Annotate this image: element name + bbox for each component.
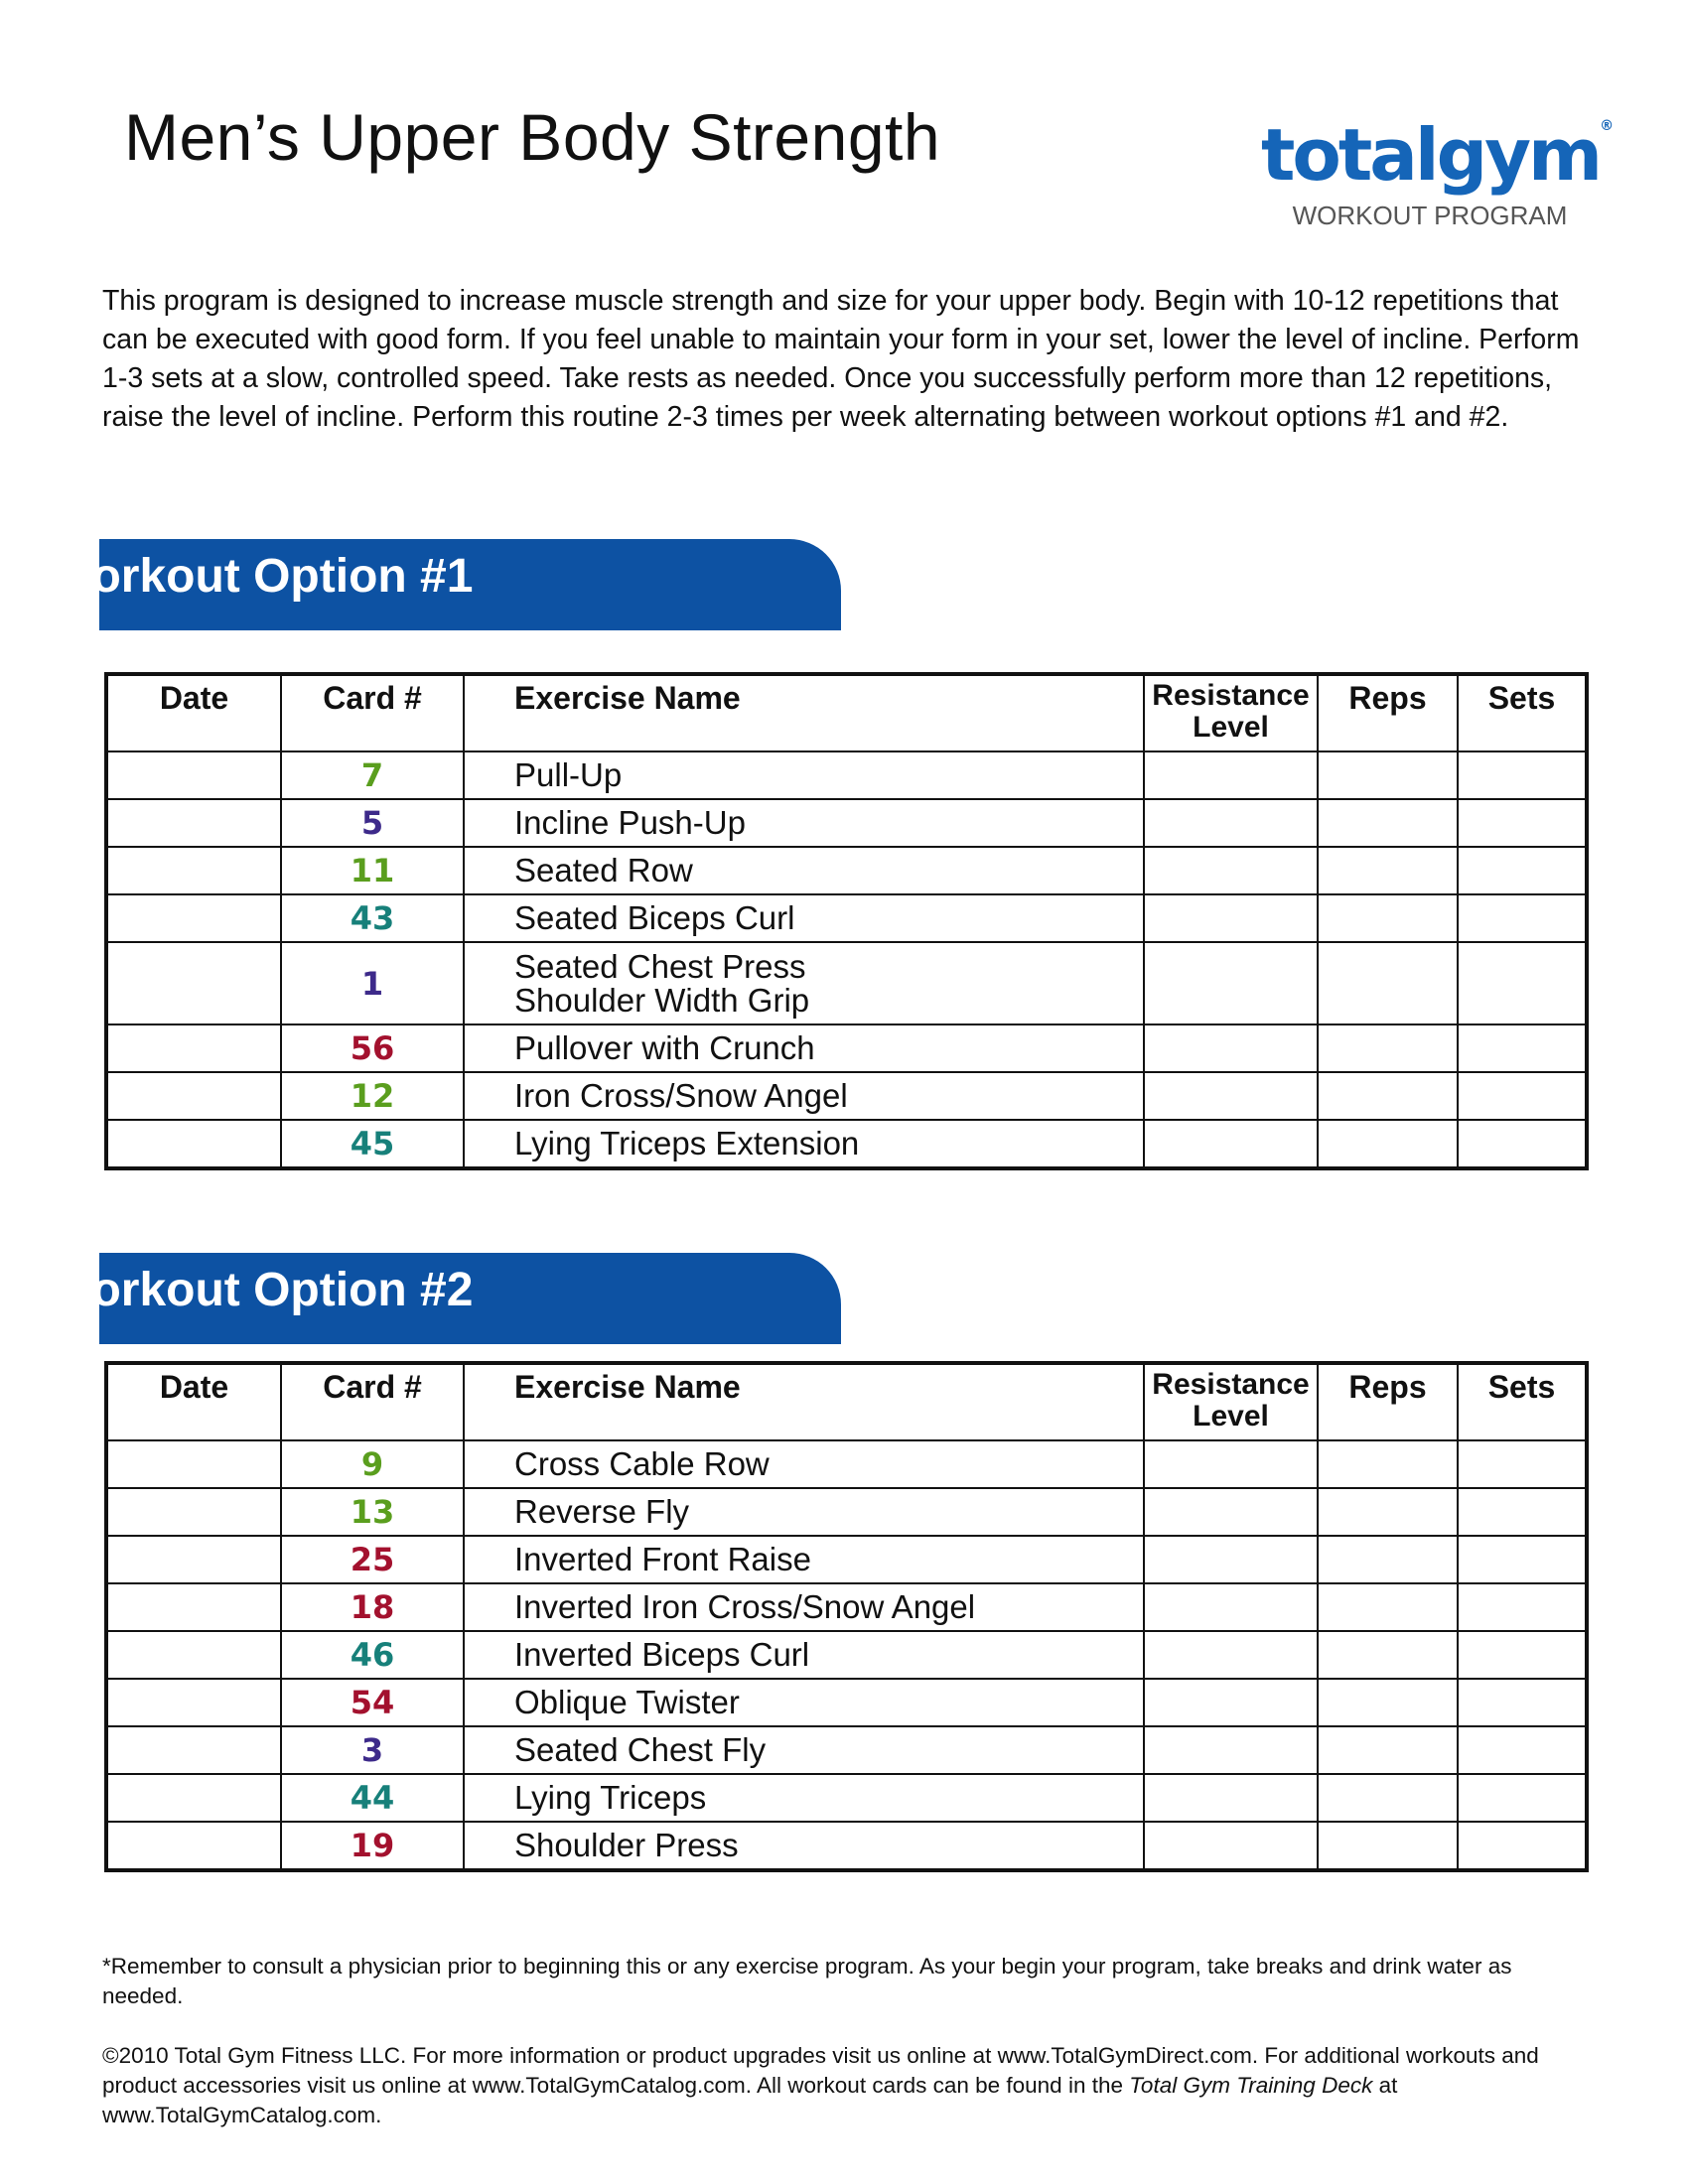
exercise-name bbox=[464, 847, 1144, 894]
table-row bbox=[106, 847, 1587, 894]
exercise-name-line: Lying Triceps bbox=[514, 1779, 707, 1816]
date-cell[interactable] bbox=[106, 799, 281, 847]
card-number: 56 bbox=[281, 1024, 464, 1072]
resistance-cell[interactable] bbox=[1144, 1120, 1318, 1168]
workout-2-title: Workout Option #2 bbox=[48, 1264, 474, 1316]
exercise-name-line: Lying Triceps Extension bbox=[514, 1125, 860, 1161]
sets-cell[interactable] bbox=[1458, 1631, 1587, 1679]
copyright-note: ©2010 Total Gym Fitness LLC. For more information or product upgrades visit us online at www.TotalGymDirect.com. For additional workouts and product accessories visit us online at www.TotalGymCatalog.com. All workout cards can be found in the Total Gym Training Deck at www.TotalGymCatalog.com. bbox=[102, 2043, 1539, 2127]
card-number: 7 bbox=[281, 751, 464, 799]
sets-cell[interactable] bbox=[1458, 1679, 1587, 1726]
sets-cell[interactable] bbox=[1458, 751, 1587, 799]
resistance-cell[interactable] bbox=[1144, 1774, 1318, 1822]
logo-registered-mark: ® bbox=[1600, 118, 1615, 134]
exercise-name bbox=[464, 1072, 1144, 1120]
table-row bbox=[106, 1726, 1587, 1774]
resistance-cell[interactable] bbox=[1144, 1488, 1318, 1536]
exercise-name bbox=[464, 751, 1144, 799]
col-reps: Reps bbox=[1318, 674, 1458, 751]
sets-cell[interactable] bbox=[1458, 894, 1587, 942]
card-number: 1 bbox=[281, 942, 464, 1024]
resistance-cell[interactable] bbox=[1144, 1440, 1318, 1488]
resistance-cell[interactable] bbox=[1144, 751, 1318, 799]
reps-cell[interactable] bbox=[1318, 847, 1458, 894]
date-cell[interactable] bbox=[106, 847, 281, 894]
exercise-name bbox=[464, 894, 1144, 942]
reps-cell[interactable] bbox=[1318, 1774, 1458, 1822]
date-cell[interactable] bbox=[106, 1120, 281, 1168]
card-number: 19 bbox=[281, 1822, 464, 1870]
exercise-name-line: Seated Biceps Curl bbox=[514, 899, 795, 936]
table-row bbox=[106, 1679, 1587, 1726]
table-row bbox=[106, 1774, 1587, 1822]
card-number: 45 bbox=[281, 1120, 464, 1168]
sets-cell[interactable] bbox=[1458, 942, 1587, 1024]
col-exercise: Exercise Name bbox=[464, 674, 1144, 751]
sets-cell[interactable] bbox=[1458, 1072, 1587, 1120]
col-sets: Sets bbox=[1458, 1363, 1587, 1440]
resistance-cell[interactable] bbox=[1144, 799, 1318, 847]
date-cell[interactable] bbox=[106, 1024, 281, 1072]
exercise-name-line: Pullover with Crunch bbox=[514, 1029, 815, 1066]
resistance-cell[interactable] bbox=[1144, 1822, 1318, 1870]
resistance-cell[interactable] bbox=[1144, 1679, 1318, 1726]
card-number: 43 bbox=[281, 894, 464, 942]
exercise-name-line: Iron Cross/Snow Angel bbox=[514, 1077, 848, 1114]
reps-cell[interactable] bbox=[1318, 1488, 1458, 1536]
card-number: 18 bbox=[281, 1583, 464, 1631]
card-number: 9 bbox=[281, 1440, 464, 1488]
table-row bbox=[106, 894, 1587, 942]
sets-cell[interactable] bbox=[1458, 1726, 1587, 1774]
exercise-name bbox=[464, 1774, 1144, 1822]
reps-cell[interactable] bbox=[1318, 1822, 1458, 1870]
sets-cell[interactable] bbox=[1458, 1774, 1587, 1822]
workout-1-banner bbox=[48, 539, 841, 630]
exercise-name-line: Oblique Twister bbox=[514, 1684, 740, 1720]
exercise-name-line: Shoulder Press bbox=[514, 1827, 739, 1863]
reps-cell[interactable] bbox=[1318, 1726, 1458, 1774]
col-card: Card # bbox=[281, 1363, 464, 1440]
col-exercise: Exercise Name bbox=[464, 1363, 1144, 1440]
sets-cell[interactable] bbox=[1458, 1120, 1587, 1168]
date-cell[interactable] bbox=[106, 751, 281, 799]
date-cell[interactable] bbox=[106, 1072, 281, 1120]
table-row bbox=[106, 1488, 1587, 1536]
card-number: 11 bbox=[281, 847, 464, 894]
exercise-name-line: Inverted Iron Cross/Snow Angel bbox=[514, 1588, 976, 1625]
card-number: 3 bbox=[281, 1726, 464, 1774]
resistance-cell[interactable] bbox=[1144, 1072, 1318, 1120]
sets-cell[interactable] bbox=[1458, 1583, 1587, 1631]
logo-wordmark bbox=[1261, 113, 1615, 197]
exercise-name-line: Cross Cable Row bbox=[514, 1445, 770, 1482]
date-cell[interactable] bbox=[106, 1440, 281, 1488]
intro-paragraph: This program is designed to increase muscle strength and size for your upper body. Begin with 10-12 repetitions that can be executed with good form. If you feel unable to maintain your form in your set, lower the level of incline. Perform 1-3 sets at a slow, controlled speed. Take rests as needed. Once you successfully perform more than 12 repetitions, raise the level of incline. Perform this routine 2-3 times per week alternating between workout options #1 and #2. bbox=[102, 285, 1580, 433]
logo-subtitle: WORKOUT PROGRAM bbox=[1292, 201, 1568, 230]
exercise-name-line: Inverted Biceps Curl bbox=[514, 1636, 810, 1673]
training-deck-title: Total Gym Training Deck bbox=[1129, 2073, 1373, 2098]
sets-cell[interactable] bbox=[1458, 1822, 1587, 1870]
col-date: Date bbox=[106, 1363, 281, 1440]
table-row bbox=[106, 1120, 1587, 1168]
physician-note: *Remember to consult a physician prior to beginning this or any exercise program. As your begin your program, take breaks and drink water as needed. bbox=[102, 1954, 1512, 2008]
reps-cell[interactable] bbox=[1318, 1024, 1458, 1072]
resistance-cell[interactable] bbox=[1144, 1726, 1318, 1774]
exercise-name bbox=[464, 1631, 1144, 1679]
table-row bbox=[106, 751, 1587, 799]
sets-cell[interactable] bbox=[1458, 1536, 1587, 1583]
table-row bbox=[106, 1631, 1587, 1679]
col-resistance: Resistance Level bbox=[1144, 1363, 1318, 1440]
exercise-name-line: Seated Chest Fly bbox=[514, 1731, 767, 1768]
page-title: Men’s Upper Body Strength bbox=[124, 100, 941, 174]
date-cell[interactable] bbox=[106, 1583, 281, 1631]
reps-cell[interactable] bbox=[1318, 1679, 1458, 1726]
resistance-cell[interactable] bbox=[1144, 1536, 1318, 1583]
card-number: 44 bbox=[281, 1774, 464, 1822]
date-cell[interactable] bbox=[106, 1726, 281, 1774]
table-header-row bbox=[106, 1363, 1587, 1440]
table-row bbox=[106, 1024, 1587, 1072]
col-resistance: Resistance Level bbox=[1144, 674, 1318, 751]
table-row bbox=[106, 1072, 1587, 1120]
exercise-name bbox=[464, 1440, 1144, 1488]
card-number: 12 bbox=[281, 1072, 464, 1120]
exercise-name-line: Seated Row bbox=[514, 852, 693, 888]
card-number: 5 bbox=[281, 799, 464, 847]
reps-cell[interactable] bbox=[1318, 894, 1458, 942]
resistance-cell[interactable] bbox=[1144, 847, 1318, 894]
resistance-cell[interactable] bbox=[1144, 1583, 1318, 1631]
date-cell[interactable] bbox=[106, 1822, 281, 1870]
reps-cell[interactable] bbox=[1318, 1120, 1458, 1168]
col-card: Card # bbox=[281, 674, 464, 751]
date-cell[interactable] bbox=[106, 1536, 281, 1583]
reps-cell[interactable] bbox=[1318, 751, 1458, 799]
workout-1-title: Workout Option #1 bbox=[48, 550, 474, 603]
exercise-name bbox=[464, 1726, 1144, 1774]
reps-cell[interactable] bbox=[1318, 799, 1458, 847]
exercise-name bbox=[464, 1488, 1144, 1536]
date-cell[interactable] bbox=[106, 942, 281, 1024]
card-number: 54 bbox=[281, 1679, 464, 1726]
table-header-row bbox=[106, 674, 1587, 751]
resistance-cell[interactable] bbox=[1144, 942, 1318, 1024]
exercise-name bbox=[464, 799, 1144, 847]
table-row bbox=[106, 1822, 1587, 1870]
card-number: 46 bbox=[281, 1631, 464, 1679]
exercise-name bbox=[464, 1536, 1144, 1583]
reps-cell[interactable] bbox=[1318, 1072, 1458, 1120]
sets-cell[interactable] bbox=[1458, 1024, 1587, 1072]
sets-cell[interactable] bbox=[1458, 799, 1587, 847]
date-cell[interactable] bbox=[106, 1774, 281, 1822]
exercise-name bbox=[464, 1120, 1144, 1168]
table-row bbox=[106, 942, 1587, 1024]
date-cell[interactable] bbox=[106, 894, 281, 942]
exercise-name bbox=[464, 942, 1144, 1024]
workout-2-table bbox=[104, 1361, 1589, 1872]
table-row bbox=[106, 1440, 1587, 1488]
table-row bbox=[106, 799, 1587, 847]
reps-cell[interactable] bbox=[1318, 1536, 1458, 1583]
sets-cell[interactable] bbox=[1458, 1440, 1587, 1488]
workout-2-banner bbox=[48, 1253, 841, 1344]
reps-cell[interactable] bbox=[1318, 1583, 1458, 1631]
date-cell[interactable] bbox=[106, 1631, 281, 1679]
resistance-cell[interactable] bbox=[1144, 1631, 1318, 1679]
card-number: 25 bbox=[281, 1536, 464, 1583]
workout-1-table bbox=[104, 672, 1589, 1170]
card-number: 13 bbox=[281, 1488, 464, 1536]
col-sets: Sets bbox=[1458, 674, 1587, 751]
exercise-name bbox=[464, 1024, 1144, 1072]
date-cell[interactable] bbox=[106, 1488, 281, 1536]
exercise-name bbox=[464, 1822, 1144, 1870]
col-reps: Reps bbox=[1318, 1363, 1458, 1440]
reps-cell[interactable] bbox=[1318, 1631, 1458, 1679]
exercise-name bbox=[464, 1583, 1144, 1631]
exercise-name-line: Shoulder Width Grip bbox=[514, 981, 810, 1019]
resistance-cell[interactable] bbox=[1144, 1024, 1318, 1072]
logo-text: totalgym bbox=[1261, 113, 1601, 197]
exercise-name-line: Pull-Up bbox=[514, 756, 623, 793]
exercise-name-line: Reverse Fly bbox=[514, 1493, 690, 1530]
exercise-name-line: Seated Chest Press bbox=[514, 947, 806, 985]
exercise-name-line: Inverted Front Raise bbox=[514, 1541, 811, 1577]
resistance-cell[interactable] bbox=[1144, 894, 1318, 942]
col-date: Date bbox=[106, 674, 281, 751]
exercise-name bbox=[464, 1679, 1144, 1726]
sets-cell[interactable] bbox=[1458, 847, 1587, 894]
table-row bbox=[106, 1583, 1587, 1631]
reps-cell[interactable] bbox=[1318, 1440, 1458, 1488]
totalgym-logo bbox=[1261, 113, 1615, 231]
reps-cell[interactable] bbox=[1318, 942, 1458, 1024]
table-row bbox=[106, 1536, 1587, 1583]
date-cell[interactable] bbox=[106, 1679, 281, 1726]
sets-cell[interactable] bbox=[1458, 1488, 1587, 1536]
exercise-name-line: Incline Push-Up bbox=[514, 804, 746, 841]
